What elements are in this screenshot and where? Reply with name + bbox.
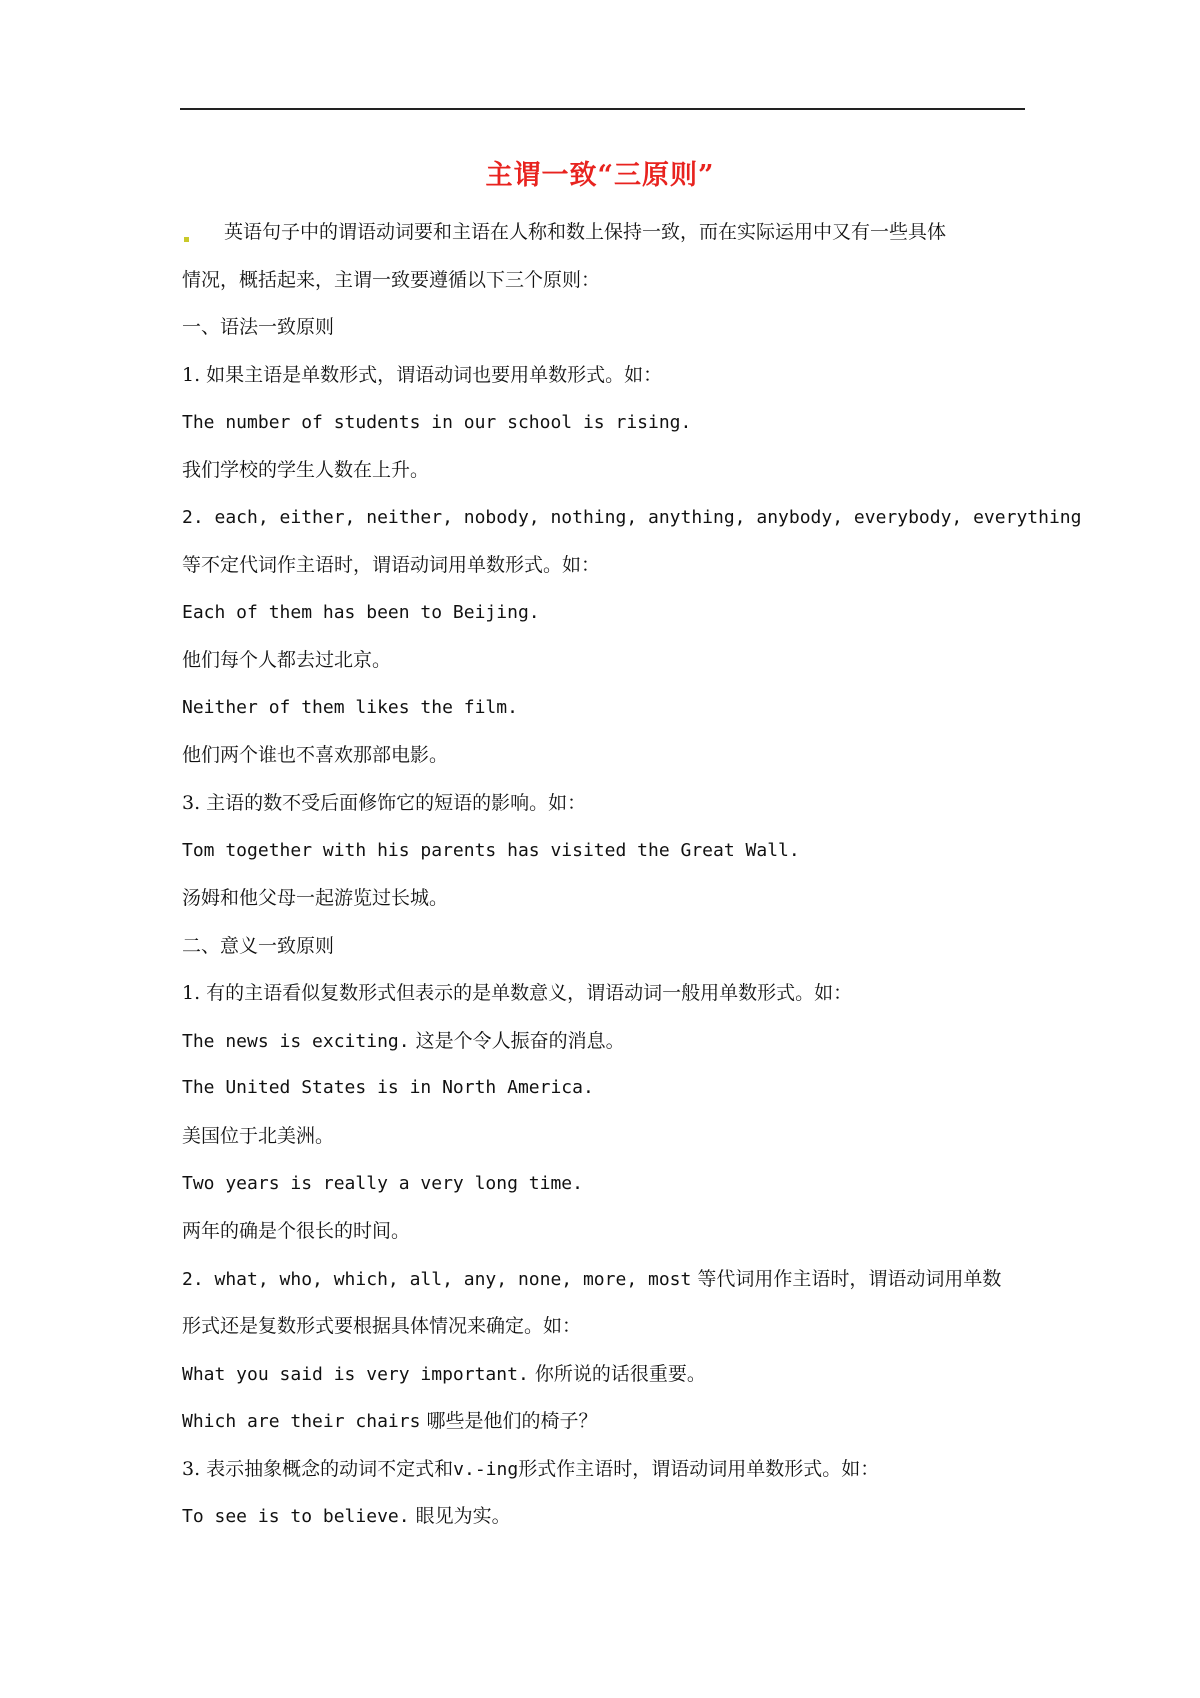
example-translation: 他们两个谁也不喜欢那部电影。 (182, 744, 449, 766)
example-translation: 哪些是他们的椅子？ (426, 1410, 598, 1432)
rule-1-1: 1. 如果主语是单数形式，谓语动词也要用单数形式。如： (182, 364, 663, 386)
highlight-mark (184, 237, 189, 242)
example-sentence: The number of students in our school is rising. (182, 412, 692, 433)
rule-2-2-continued: 形式还是复数形式要根据具体情况来确定。如： (182, 1315, 582, 1337)
example-sentence: Tom together with his parents has visited the Great Wall. (182, 840, 800, 861)
rule-2-3 (182, 1455, 879, 1484)
rule-1-3: 3. 主语的数不受后面修饰它的短语的影响。如： (182, 792, 587, 814)
section-heading-grammar: 一、语法一致原则 (182, 316, 335, 338)
example-sentence: The United States is in North America. (182, 1077, 594, 1098)
page-title: 主谓一致“三原则” (485, 160, 715, 191)
example-translation: 我们学校的学生人数在上升。 (182, 459, 430, 481)
example-translation: 汤姆和他父母一起游览过长城。 (182, 887, 449, 909)
rule-1-2-text: 等不定代词作主语时，谓语动词用单数形式。如： (182, 554, 601, 576)
example-sentence: The news is exciting. (182, 1031, 410, 1052)
header-rule (180, 108, 1025, 110)
section-heading-meaning: 二、意义一致原则 (182, 935, 335, 957)
rule-2-3-part-a: 3. 表示抽象概念的动词不定式和 (182, 1458, 454, 1480)
example-sentence: Two years is really a very long time. (182, 1173, 583, 1194)
example-row (182, 1407, 597, 1436)
example-translation: 眼见为实。 (415, 1505, 511, 1527)
example-sentence: Each of them has been to Beijing. (182, 602, 540, 623)
example-sentence: What you said is very important. (182, 1364, 529, 1385)
example-sentence: Neither of them likes the film. (182, 697, 518, 718)
example-sentence: To see is to believe. (182, 1506, 410, 1527)
example-row (182, 1502, 511, 1531)
example-translation: 他们每个人都去过北京。 (182, 649, 392, 671)
rule-2-2-pronouns: 2. what, who, which, all, any, none, more, most (182, 1269, 692, 1290)
rule-1-2-pronouns: 2. each, either, neither, nobody, nothing, anything, anybody, everybody, everything (182, 507, 1082, 528)
rule-2-2 (182, 1265, 1001, 1294)
example-translation: 你所说的话很重要。 (534, 1363, 706, 1385)
example-row (182, 1027, 625, 1056)
example-translation: 这是个令人振奋的消息。 (415, 1030, 625, 1052)
example-translation: 两年的确是个很长的时间。 (182, 1220, 411, 1242)
rule-2-2-text: 等代词用作主语时，谓语动词用单数 (697, 1268, 1002, 1290)
intro-line-2: 情况，概括起来，主谓一致要遵循以下三个原则： (182, 269, 601, 291)
rule-2-1: 1. 有的主语看似复数形式但表示的是单数意义，谓语动词一般用单数形式。如： (182, 982, 853, 1004)
example-row (182, 1360, 706, 1389)
intro-line-1: 英语句子中的谓语动词要和主语在人称和数上保持一致，而在实际运用中又有一些具体 (224, 221, 947, 243)
rule-2-3-part-c: 形式作主语时，谓语动词用单数形式。如： (518, 1458, 880, 1480)
example-translation: 美国位于北美洲。 (182, 1125, 335, 1147)
example-sentence: Which are their chairs (182, 1411, 421, 1432)
rule-2-3-part-b: v.-ing (453, 1459, 519, 1480)
